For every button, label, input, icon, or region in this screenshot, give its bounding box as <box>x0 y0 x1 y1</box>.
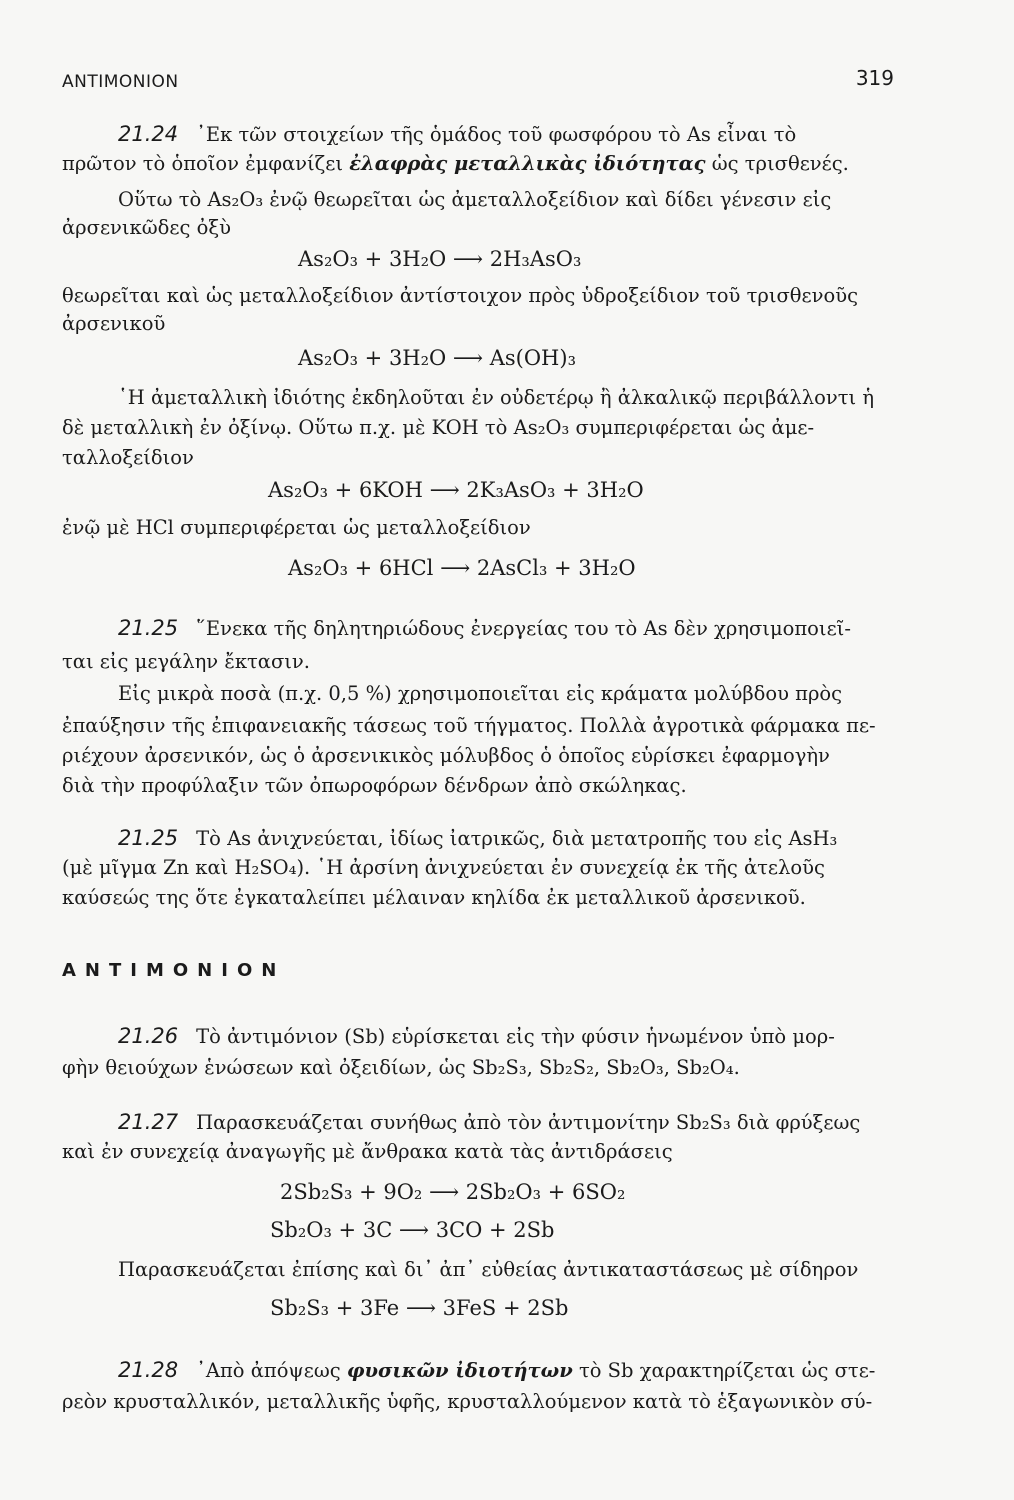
section-number: 21.25 <box>118 826 179 850</box>
paragraph-21-25-line-4: ἐπαύξησιν τῆς ἐπιφανειακῆς τάσεως τοῦ τήγματος. Πολλὰ ἀγροτικὰ φάρμακα πε- <box>62 714 876 737</box>
section-number: 21.26 <box>118 1024 179 1048</box>
page-number: 319 <box>855 66 894 90</box>
section-title: ΑΝΤΙΜΟΝΙΟΝ <box>62 960 286 981</box>
paragraph-21-25-line-2: ται εἰς μεγάλην ἔκτασιν. <box>62 650 310 673</box>
paragraph-21-24-line-7: ῾Η ἀμεταλλικὴ ἰδιότης ἐκδηλοῦται ἐν οὐδετέρῳ ἢ ἀλκαλικῷ περιβάλλοντι ἡ <box>118 386 875 409</box>
equation-7: Sb₂S₃ + 3Fe ⟶ 3FeS + 2Sb <box>270 1296 569 1320</box>
paragraph-21-24-line-3: Οὕτω τὸ As₂O₃ ἐνῷ θεωρεῖται ὡς ἀμεταλλοξείδιον καὶ δίδει γένεσιν εἰς <box>118 188 832 211</box>
paragraph-21-26-line-2: φὴν θειούχων ἑνώσεων καὶ ὀξειδίων, ὡς Sb₂S₃, Sb₂S₂, Sb₂O₃, Sb₂O₄. <box>62 1056 740 1079</box>
paragraph-21-25b-line-3: καύσεώς της ὅτε ἐγκαταλείπει μέλαιναν κηλίδα ἐκ μεταλλικοῦ ἀρσενικοῦ. <box>62 886 806 909</box>
equation-5: 2Sb₂S₃ + 9O₂ ⟶ 2Sb₂O₃ + 6SO₂ <box>280 1180 626 1204</box>
emphasis-text: ἐλαφρὰς μεταλλικὰς ἰδιότητας <box>349 152 706 175</box>
paragraph-21-27-line-1: 21.27 Παρασκευάζεται συνήθως ἀπὸ τὸν ἀντιμονίτην Sb₂S₃ διὰ φρύξεως <box>118 1110 861 1134</box>
paragraph-21-27-line-3: Παρασκευάζεται ἐπίσης καὶ δι᾿ ἀπ᾿ εὐθείας ἀντικαταστάσεως μὲ σίδηρον <box>118 1258 859 1281</box>
section-number: 21.27 <box>118 1110 179 1134</box>
paragraph-21-28-line-2: ρεὸν κρυσταλλικόν, μεταλλικῆς ὑφῆς, κρυσταλλούμενον κατὰ τὸ ἑξαγωνικὸν σύ- <box>62 1390 873 1413</box>
paragraph-21-27-line-2: καὶ ἐν συνεχείᾳ ἀναγωγῆς μὲ ἄνθρακα κατὰ τὰς ἀντιδράσεις <box>62 1140 673 1163</box>
paragraph-21-25b-line-1: 21.25 Τὸ As ἀνιχνεύεται, ἰδίως ἰατρικῶς, διὰ μετατροπῆς του εἰς AsH₃ <box>118 826 838 850</box>
section-number: 21.25 <box>118 616 179 640</box>
paragraph-21-24-line-8: δὲ μεταλλικὴ ἐν ὀξίνῳ. Οὕτω π.χ. μὲ KOH τὸ As₂O₃ συμπεριφέρεται ὡς ἀμε- <box>62 416 815 439</box>
running-head: ΑΝΤΙΜΟΝΙΟΝ <box>62 72 179 92</box>
paragraph-21-25-line-3: Εἰς μικρὰ ποσὰ (π.χ. 0,5 %) χρησιμοποιεῖται εἰς κράματα μολύβδου πρὸς <box>118 682 843 705</box>
paragraph-21-24-line-6: ἀρσενικοῦ <box>62 312 166 335</box>
equation-1: As₂O₃ + 3H₂O ⟶ 2H₃AsO₃ <box>298 247 582 271</box>
paragraph-21-25-line-1: 21.25 ῞Ενεκα τῆς δηλητηριώδους ἐνεργείας του τὸ As δὲν χρησιμοποιεῖ- <box>118 616 851 640</box>
paragraph-21-24-line-5: θεωρεῖται καὶ ὡς μεταλλοξείδιον ἀντίστοιχον πρὸς ὑδροξείδιον τοῦ τρισθενοῦς <box>62 284 858 307</box>
paragraph-21-24-line-9: ταλλοξείδιον <box>62 446 194 469</box>
paragraph-21-24-line-4: ἀρσενικῶδες ὀξὺ <box>62 216 231 239</box>
emphasis-text: φυσικῶν ἰδιοτήτων <box>346 1359 573 1382</box>
section-number: 21.24 <box>118 122 179 146</box>
paragraph-21-24-line-1: 21.24 ᾿Εκ τῶν στοιχείων τῆς ὁμάδος τοῦ φωσφόρου τὸ As εἶναι τὸ <box>118 122 797 146</box>
paragraph-21-25-line-6: διὰ τὴν προφύλαξιν τῶν ὀπωροφόρων δένδρων ἀπὸ σκώληκας. <box>62 774 687 797</box>
paragraph-21-28-line-1: 21.28 ᾿Απὸ ἀπόψεως φυσικῶν ἰδιοτήτων τὸ Sb χαρακτηρίζεται ὡς στε- <box>118 1358 876 1382</box>
section-number: 21.28 <box>118 1358 179 1382</box>
paragraph-21-26-line-1: 21.26 Τὸ ἀντιμόνιον (Sb) εὑρίσκεται εἰς τὴν φύσιν ἡνωμένον ὑπὸ μορ- <box>118 1024 835 1048</box>
equation-3: As₂O₃ + 6KOH ⟶ 2K₃AsO₃ + 3H₂O <box>268 478 644 502</box>
equation-6: Sb₂O₃ + 3C ⟶ 3CO + 2Sb <box>270 1218 555 1242</box>
equation-4: As₂O₃ + 6HCl ⟶ 2AsCl₃ + 3H₂O <box>288 556 636 580</box>
paragraph-21-25-line-5: ριέχουν ἀρσενικόν, ὡς ὁ ἀρσενικικὸς μόλυβδος ὁ ὁποῖος εὑρίσκει ἐφαρμογὴν <box>62 744 830 767</box>
paragraph-21-24-line-10: ἐνῷ μὲ HCl συμπεριφέρεται ὡς μεταλλοξείδιον <box>62 516 531 539</box>
paragraph-21-25b-line-2: (μὲ μῖγμα Zn καὶ H₂SO₄). ῾Η ἀρσίνη ἀνιχνεύεται ἐν συνεχείᾳ ἐκ τῆς ἀτελοῦς <box>62 856 825 879</box>
paragraph-21-24-line-2: πρῶτον τὸ ὁποῖον ἐμφανίζει ἐλαφρὰς μεταλλικὰς ἰδιότητας ὡς τρισθενές. <box>62 152 849 175</box>
equation-2: As₂O₃ + 3H₂O ⟶ As(OH)₃ <box>298 346 576 370</box>
